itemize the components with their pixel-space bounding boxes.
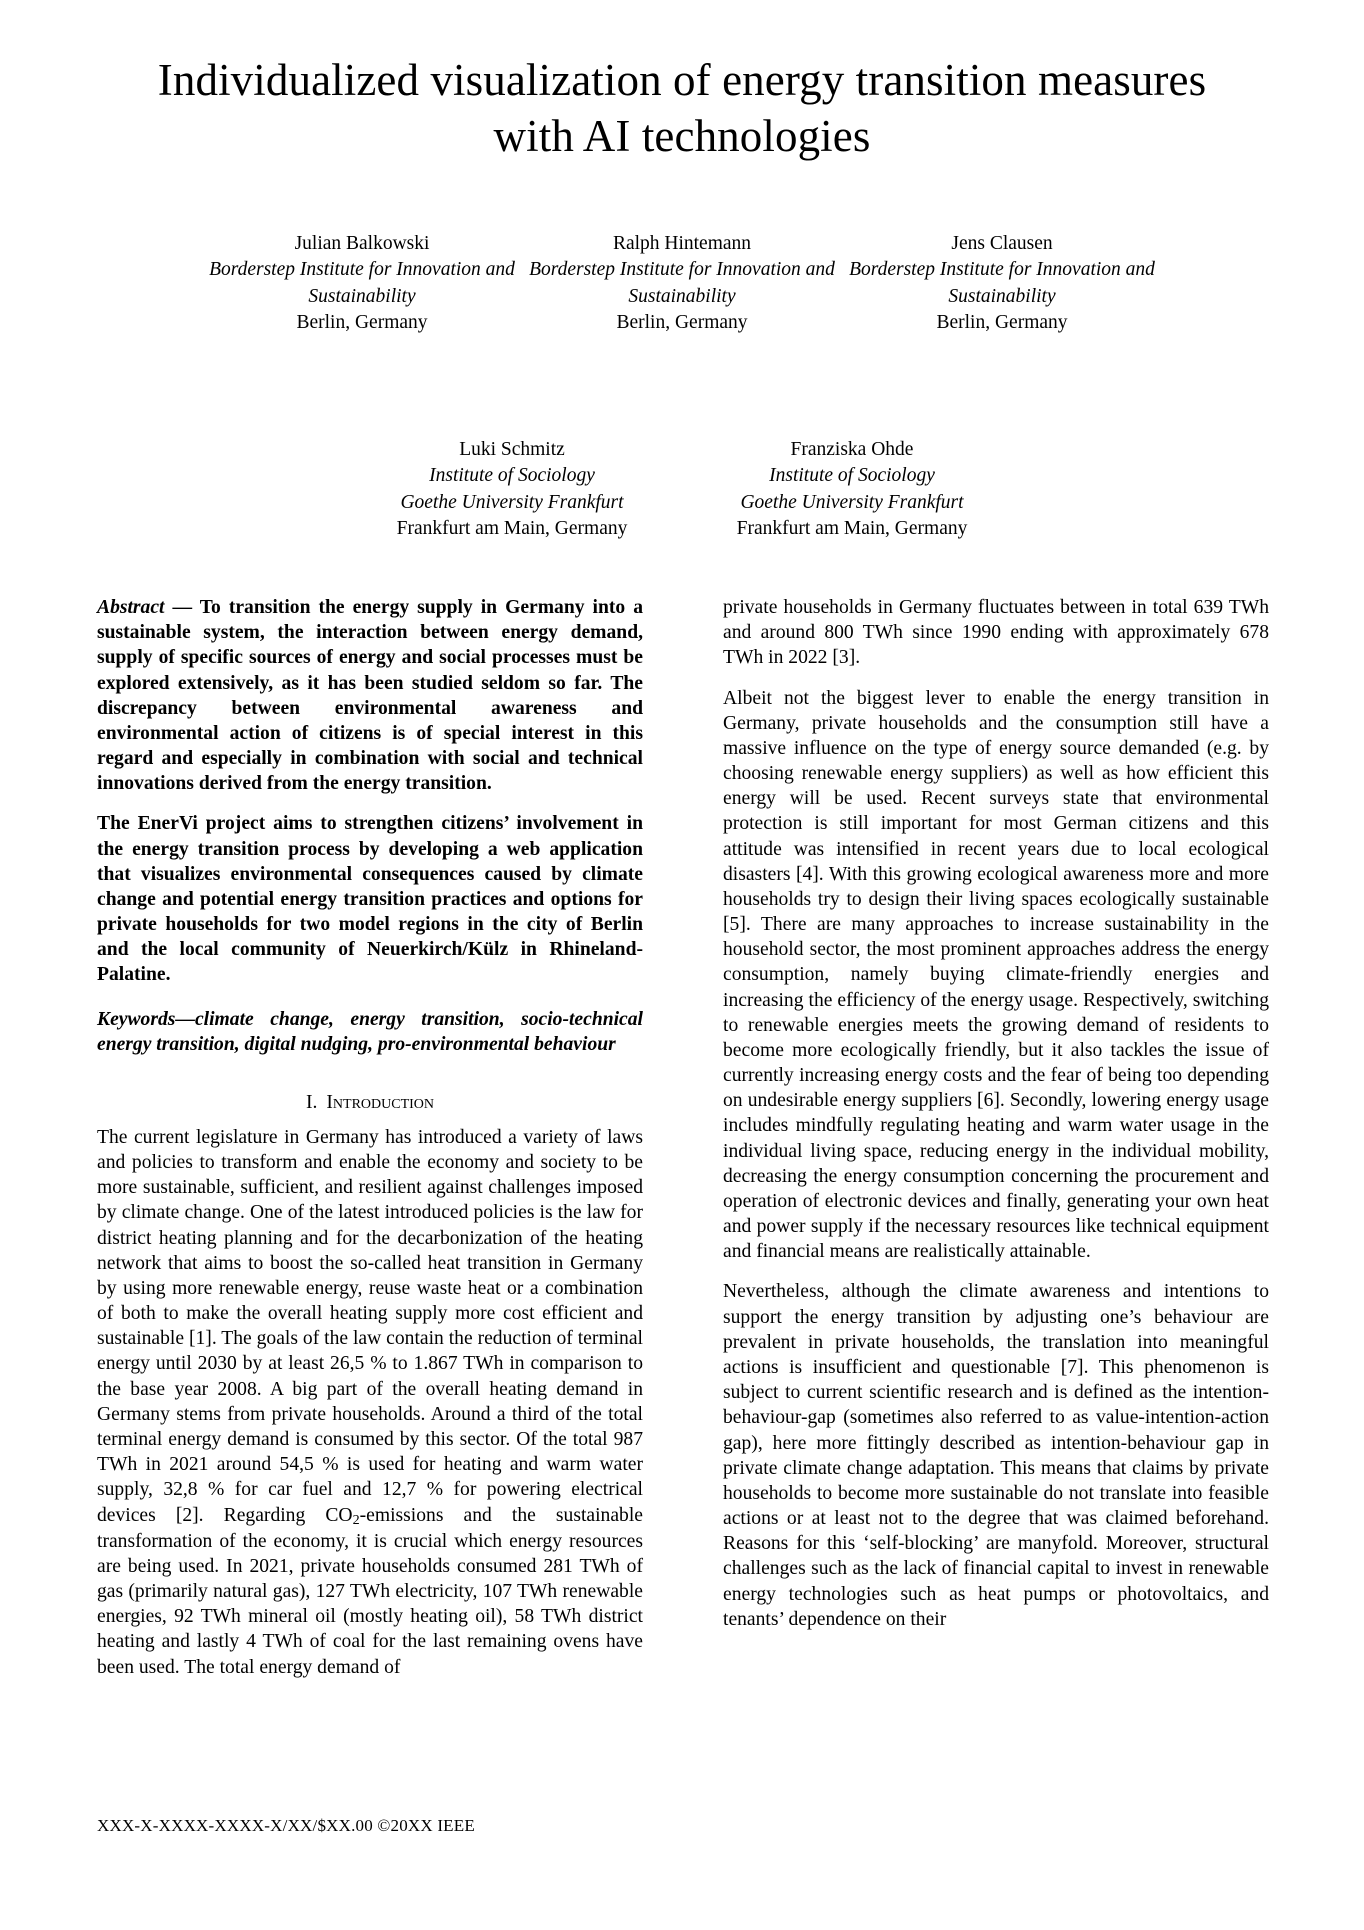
author-location: Berlin, Germany bbox=[616, 312, 748, 334]
abstract-label: Abstract bbox=[97, 597, 165, 618]
abstract-paragraph-2: The EnerVi project aims to strengthen citizens’ involvement in the energy transition process by developing a web application that visualizes environmental consequences caused by climate change and potential energy transition practices and options for private households for two model regions in the city of Berlin and the local community of Neuerkirch/Külz in Rhineland-Palatine. bbox=[97, 813, 643, 986]
right-paragraph-2: Albeit not the biggest lever to enable the energy transition in Germany, private households and the consumption still have a massive influence on the type of energy source demanded (e.g. by choosing renewable energy suppliers) as well as how efficient this energy will be used. Recent surveys state that environmental protection is still important for most German citizens and this attitude was intensified in recent years due to local ecological disasters [4]. With this growing ecological awareness more and more households try to design their living spaces ecologically sustainable [5]. There are many approaches to increase sustainability in the household sector, the most prominent approaches address the energy consumption, namely buying climate-friendly energies and increasing the efficiency of the energy usage. Respectively, switching to renewable energies meets the growing demand of residents to become more ecologically friendly, but it also tackles the issue of currently increasing energy costs and the fear of being too depending on undesirable energy suppliers [6]. Secondly, lowering energy usage includes mindfully regulating heating and warm water usage in the individual living space, reducing energy in the individual mobility, decreasing the energy consumption concerning the procurement and operation of electronic devices and finally, generating your own heat and power supply if the necessary resources like technical equipment and financial means are realistically attainable. bbox=[723, 687, 1269, 1263]
author-affiliation-line1: Borderstep Institute for Innovation and bbox=[849, 259, 1155, 281]
author-entry bbox=[842, 231, 1162, 337]
author-name: Ralph Hintemann bbox=[612, 232, 752, 254]
author-affiliation-line1: Borderstep Institute for Innovation and bbox=[209, 259, 515, 281]
authors-block bbox=[0, 231, 1364, 543]
author-affiliation-line1: Institute of Sociology bbox=[429, 465, 595, 487]
introduction-paragraph-1 bbox=[97, 1125, 643, 1680]
author-entry bbox=[202, 231, 522, 337]
author-location: Berlin, Germany bbox=[936, 312, 1068, 334]
author-affiliation-line1: Borderstep Institute for Innovation and bbox=[529, 259, 835, 281]
keywords: Keywords—climate change, energy transition, socio-technical energy transition, digital nudging, pro-environmental behaviour bbox=[97, 1008, 643, 1055]
author-affiliation-line2: Sustainability bbox=[628, 285, 736, 307]
author-affiliation-line2: Goethe University Frankfurt bbox=[740, 491, 964, 513]
author-location: Frankfurt am Main, Germany bbox=[396, 518, 628, 540]
body-columns bbox=[97, 595, 1269, 1695]
right-column bbox=[723, 595, 1269, 1695]
author-name: Luki Schmitz bbox=[459, 438, 565, 460]
introduction-text-part-b: -emissions and the sustainable transformation of the economy, it is crucial which energy resources are being used. In 2021, private households consumed 281 TWh of gas (primarily natural gas), 127 TWh electricity, 107 TWh renewable energies, 92 TWh mineral oil (mostly heating oil), 58 TWh district heating and lastly 4 TWh of coal for the last remaining ovens have been used. The total energy demand of bbox=[97, 1504, 643, 1678]
author-name: Julian Balkowski bbox=[294, 232, 430, 254]
right-paragraph-3: Nevertheless, although the climate awareness and intentions to support the energy transition by adjusting one’s behaviour are prevalent in private households, the translation into meaningful actions is insufficient and questionable [7]. This phenomenon is subject to current scientific research and is defined as the intention-behaviour-gap (sometimes also referred to as value-intention-action gap), here more fittingly described as intention-behaviour gap in private climate change adaptation. This means that claims by private households to become more sustainable do not translate into feasible actions or at least not to the degree that was claimed beforehand. Reasons for this ‘self-blocking’ are manyfold. Moreover, structural challenges such as the lack of financial capital to invest in renewable energy technologies such as heat pumps or photovoltaics, and tenants’ dependence on their bbox=[723, 1281, 1269, 1630]
author-affiliation-line2: Sustainability bbox=[308, 285, 416, 307]
author-entry bbox=[682, 437, 1022, 543]
abstract-text: To transition the energy supply in Germany into a sustainable system, the interaction between energy demand, supply of specific sources of energy and social processes must be explored extensively, as it has been studied seldom so far. The discrepancy between environmental awareness and environmental action of citizens is of special interest in this regard and especially in combination with social and technical innovations derived from the energy transition. bbox=[97, 597, 643, 795]
footer-copyright: XXX-X-XXXX-XXXX-X/XX/$XX.00 ©20XX IEEE bbox=[97, 1816, 475, 1835]
co2-subscript: 2 bbox=[352, 1511, 360, 1528]
author-entry bbox=[342, 437, 682, 543]
section-heading-introduction bbox=[97, 1092, 643, 1114]
right-paragraph-1: private households in Germany fluctuates between in total 639 TWh and around 800 TWh since 1990 ending with approximately 678 TWh in 2022 [3]. bbox=[723, 597, 1269, 669]
page-title: Individualized visualization of energy transition measures with AI technologies bbox=[157, 55, 1207, 162]
author-affiliation-line1: Institute of Sociology bbox=[769, 465, 935, 487]
abstract-dash: — bbox=[164, 597, 200, 618]
author-name: Jens Clausen bbox=[951, 232, 1053, 254]
author-affiliation-line2: Goethe University Frankfurt bbox=[400, 491, 624, 513]
left-column bbox=[97, 595, 643, 1695]
author-row-2 bbox=[282, 437, 1082, 543]
section-title: Introduction bbox=[326, 1091, 435, 1113]
section-number: I. bbox=[305, 1091, 318, 1113]
abstract-paragraph-1 bbox=[97, 595, 643, 796]
author-location: Berlin, Germany bbox=[296, 312, 428, 334]
author-affiliation-line2: Sustainability bbox=[948, 285, 1056, 307]
author-entry bbox=[522, 231, 842, 337]
author-location: Frankfurt am Main, Germany bbox=[736, 518, 968, 540]
author-row-1 bbox=[87, 231, 1277, 337]
author-name: Franziska Ohde bbox=[790, 438, 914, 460]
introduction-text-part-a: The current legislature in Germany has introduced a variety of laws and policies to transform and enable the economy and society to be more sustainable, sufficient, and resilient against challenges imposed by climate change. One of the latest introduced policies is the law for district heating planning and for the decarbonization of the heating network that aims to boost the so-called heat transition in Germany by using more renewable energy, reuse waste heat or a combination of both to make the overall heating supply more cost efficient and sustainable [1]. The goals of the law contain the reduction of terminal energy until 2030 by at least 26,5 % to 1.867 TWh in comparison to the base year 2008. A big part of the overall heating demand in Germany stems from private households. Around a third of the total terminal energy demand is consumed by this sector. Of the total 987 TWh in 2021 around 54,5 % is used for heating and warm water supply, 32,8 % for car fuel and 12,7 % for powering electrical devices [2]. Regarding CO bbox=[97, 1126, 643, 1526]
